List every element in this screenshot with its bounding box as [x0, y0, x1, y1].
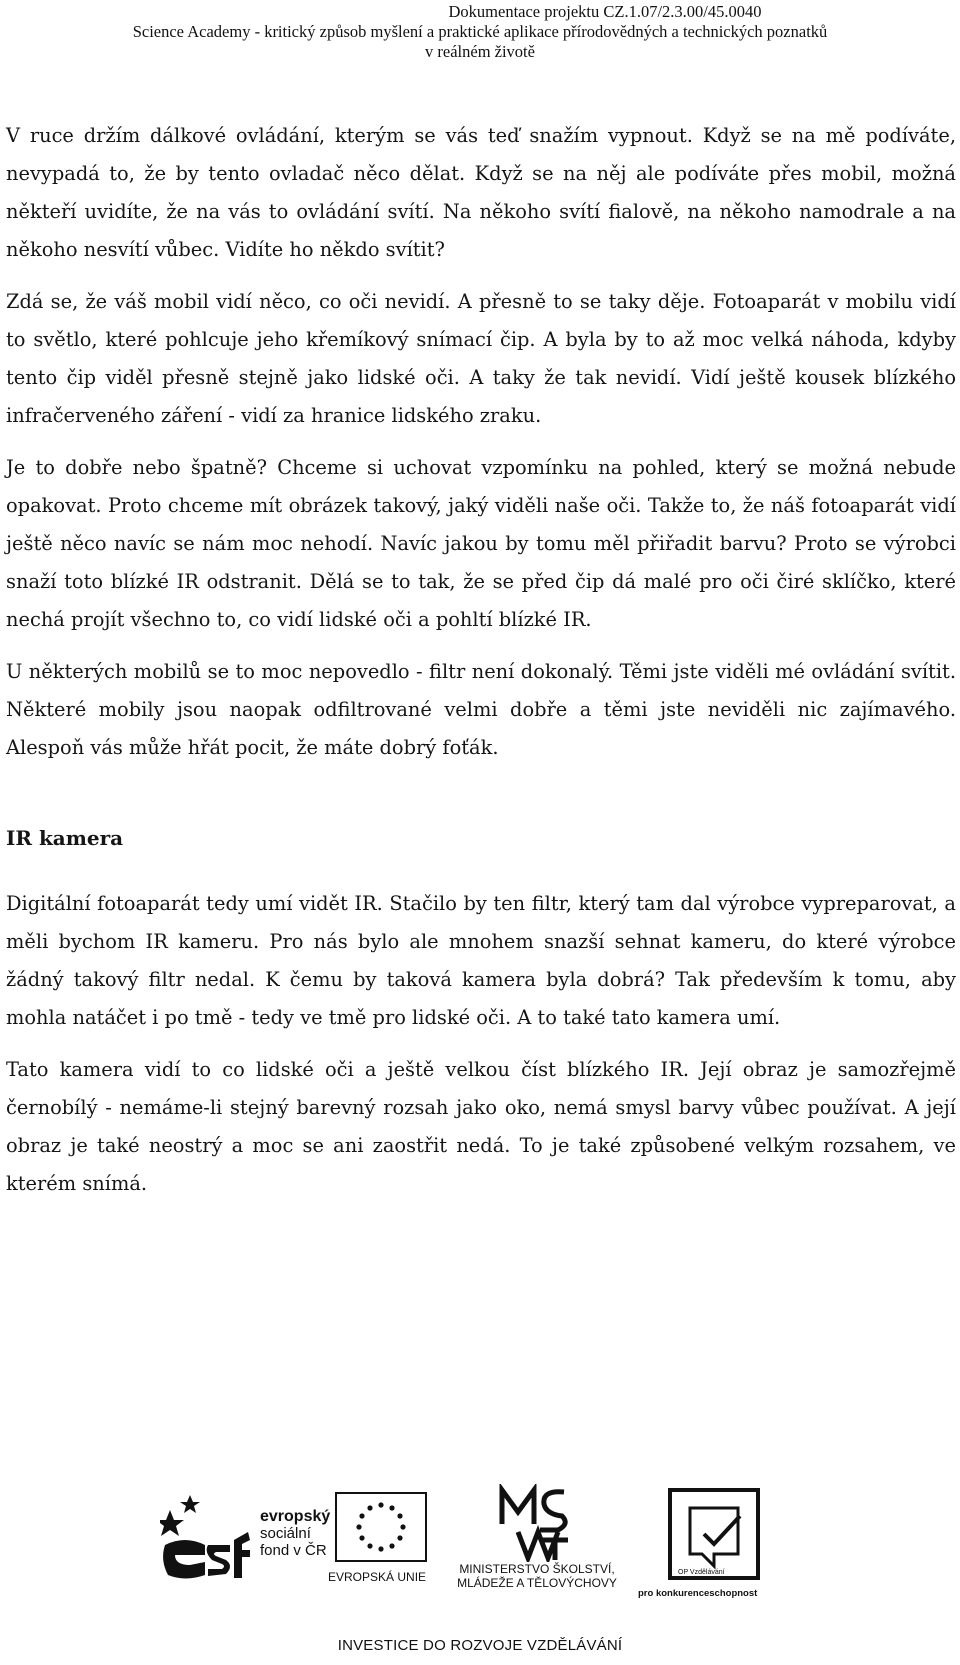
paragraph: Tato kamera vidí to co lidské oči a ještě velkou číst blízkého IR. Její obraz je samozřejmě černobílý - nemáme-li stejný barevný rozsah jako oko, nemá smysl barvy vůbec používat. A její obraz je také neostrý a moc se ani zaostřit nedá. To je také způsobené velkým rozsahem, ve kterém snímá. [6, 1058, 956, 1195]
msmt-logo-icon [498, 1484, 572, 1562]
header-project-number: Dokumentace projektu CZ.1.07/2.3.00/45.0040 [448, 2, 762, 21]
paragraph: V ruce držím dálkové ovládání, kterým se vás teď snažím vypnout. Když se na mě podíváte, nevypadá to, že by tento ovladač něco dělat. Když se na něj ale podíváte přes mobil, možná někteří uvidíte, že na vás to ovládání svítí. Na někoho svítí fialově, na někoho namodrale a na někoho nesvítí vůbec. Vidíte ho někdo svítit? [6, 124, 956, 261]
esf-logo-text [260, 1508, 330, 1559]
svg-text:OP Vzdělávání: OP Vzdělávání [678, 1569, 725, 1576]
esf-text-line: fond v ČR [260, 1542, 327, 1559]
document-body [6, 117, 956, 1217]
esf-logo-icon [160, 1490, 255, 1585]
esf-text-line: evropský [260, 1508, 331, 1525]
header-project-title: Science Academy - kritický způsob myšlení a praktické aplikace přírodovědných a technických poznatků [132, 22, 828, 41]
msmt-label-line: MINISTERSTVO ŠKOLSTVÍ, [459, 1562, 615, 1576]
section-heading: IR kamera [6, 826, 124, 850]
header-project-subtitle: v reálném životě [425, 42, 535, 61]
esf-text-line: sociální [260, 1525, 311, 1542]
footer-slogan: INVESTICE DO ROZVOJE VZDĚLÁVÁNÍ [337, 1637, 623, 1654]
op-logo-icon [668, 1488, 760, 1580]
op-label: pro konkurenceschopnost [638, 1588, 758, 1599]
page-header [0, 2, 960, 62]
eu-label: EVROPSKÁ UNIE [328, 1570, 427, 1584]
paragraph: Je to dobře nebo špatně? Chceme si uchovat vzpomínku na pohled, který se možná nebude opakovat. Proto chceme mít obrázek takový, jaký viděli naše oči. Takže to, že náš fotoaparát vidí ještě něco navíc se nám moc nehodí. Navíc jakou by tomu měl přiřadit barvu? Proto se výrobci snaží toto blízké IR odstranit. Dělá se to tak, že se před čip dá malé pro oči čiré sklíčko, které nechá projít všechno to, co vidí lidské oči a pohltí blízké IR. [6, 456, 956, 631]
msmt-label [452, 1562, 622, 1590]
msmt-label-line: MLÁDEŽE A TĚLOVÝCHOVY [457, 1576, 617, 1590]
funding-logos [160, 1470, 800, 1620]
paragraph: Digitální fotoaparát tedy umí vidět IR. Stačilo by ten filtr, který tam dal výrobce vypreparovat, a měli bychom IR kameru. Pro nás bylo ale mnohem snazší sehnat kameru, do které výrobce žádný takový filtr nedal. K čemu by taková kamera byla dobrá? Tak především k tomu, aby mohla natáčet i po tmě - tedy ve tmě pro lidské oči. A to také tato kamera umí. [6, 892, 956, 1029]
paragraph: Zdá se, že váš mobil vidí něco, co oči nevidí. A přesně to se taky děje. Fotoaparát v mobilu vidí to světlo, které pohlcuje jeho křemíkový snímací čip. A byla by to až moc velká náhoda, kdyby tento čip viděl přesně stejně jako lidské oči. A taky že tak nevidí. Vidí ještě kousek blízkého infračerveného záření - vidí za hranice lidského zraku. [6, 290, 956, 427]
eu-flag-icon [335, 1492, 427, 1562]
paragraph: U některých mobilů se to moc nepovedlo - filtr není dokonalý. Těmi jste viděli mé ovládání svítit. Některé mobily jsou naopak odfiltrované velmi dobře a těmi jste neviděli nic zajímavého. Alespoň vás může hřát pocit, že máte dobrý foťák. [6, 660, 956, 759]
